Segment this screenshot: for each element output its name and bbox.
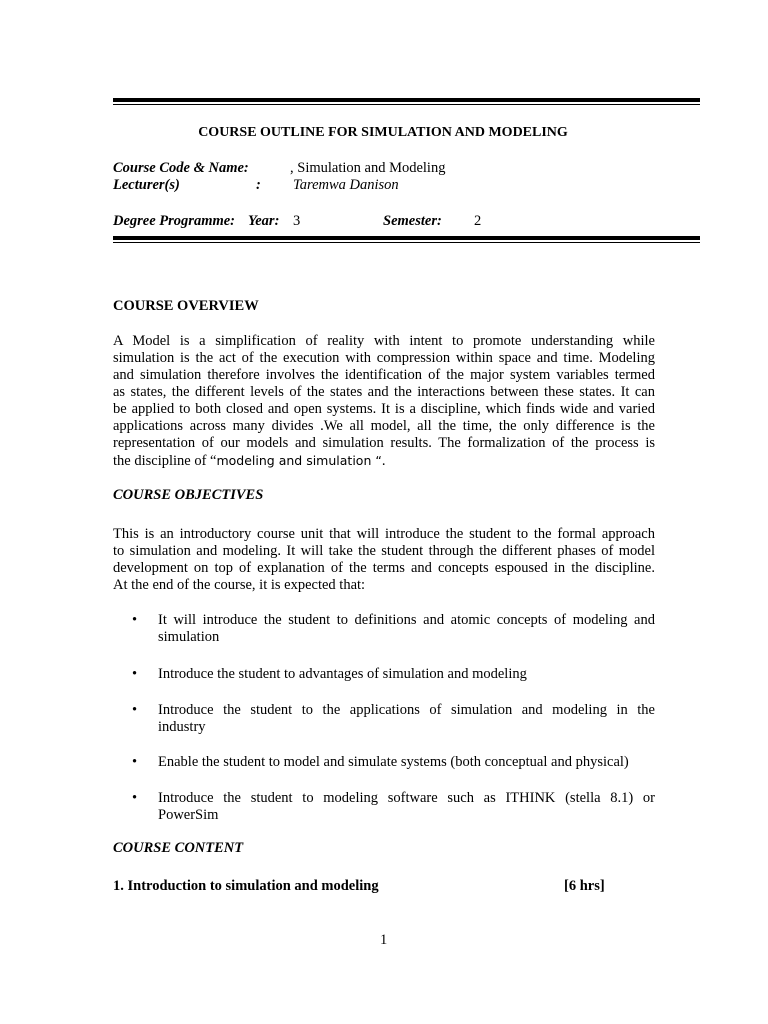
lecturer-label: Lecturer(s) (113, 177, 180, 193)
page-number: 1 (380, 932, 388, 948)
overview-line: A Model is a simplification of reality with intent to promote understanding while (113, 333, 655, 349)
bullet-icon: • (132, 754, 138, 770)
lecturer-colon: : (256, 177, 261, 193)
bullet-icon: • (132, 666, 138, 682)
objectives-heading: COURSE OBJECTIVES (113, 487, 264, 503)
overview-line: simulation is the act of the execution with compression within space and time. Modeling (113, 350, 655, 366)
objectives-line: This is an introductory course unit that will introduce the student to the formal approach (113, 526, 655, 542)
bullet-line: It will introduce the student to definitions and atomic concepts of modeling and (158, 612, 655, 628)
bullet-line: Enable the student to model and simulate systems (both conceptual and physical) (158, 754, 629, 770)
overview-line: representation of our models and simulation results. The formalization of the process is (113, 435, 655, 451)
year-value: 3 (293, 213, 301, 229)
bullet-line: Introduce the student to modeling software such as ITHINK (stella 8.1) or (158, 790, 655, 806)
header-rule-thick (113, 236, 700, 240)
course-code-label: Course Code & Name: (113, 160, 249, 176)
overview-last-line (113, 452, 655, 470)
overview-last-prefix: the discipline of “ (113, 453, 217, 469)
degree-programme-label: Degree Programme: (113, 213, 236, 229)
overview-line: and simulation therefore involves the identification of the major system variables termed (113, 367, 655, 383)
overview-last-sans: modeling and simulation “ (216, 453, 382, 468)
document-title: COURSE OUTLINE FOR SIMULATION AND MODELING (198, 125, 568, 140)
bullet-icon: • (132, 790, 138, 806)
year-label: Year: (248, 213, 280, 229)
bullet-icon: • (132, 702, 138, 718)
bullet-icon: • (132, 612, 138, 628)
semester-value: 2 (474, 213, 482, 229)
objectives-line: At the end of the course, it is expected that: (113, 577, 366, 593)
bullet-line: simulation (158, 629, 220, 645)
overview-line: applications across many divides .We all model, all the time, the only difference is the (113, 418, 655, 434)
header-rule-thin (113, 242, 700, 243)
overview-line: be applied to both closed and open systems. It is a discipline, which finds wide and varied (113, 401, 655, 417)
bullet-line: Introduce the student to advantages of simulation and modeling (158, 666, 527, 682)
overview-heading: COURSE OVERVIEW (113, 298, 259, 314)
objectives-line: to simulation and modeling. It will take the student through the different phases of model (113, 543, 655, 559)
objectives-line: development on top of explanation of the terms and concepts espoused in the discipline. (113, 560, 655, 576)
top-rule-thin (113, 104, 700, 105)
bullet-line: industry (158, 719, 206, 735)
objectives-paragraph (113, 526, 655, 594)
overview-last-suffix: . (381, 453, 386, 469)
top-rule-thick (113, 98, 700, 102)
course-code-value: , Simulation and Modeling (290, 160, 446, 176)
section-1-title: 1. Introduction to simulation and modeling (113, 878, 379, 894)
lecturer-value: Taremwa Danison (293, 177, 399, 193)
overview-line: as states, the different levels of the states and the interactions between these states. It can (113, 384, 655, 400)
overview-paragraph (113, 333, 655, 470)
semester-label: Semester: (383, 213, 442, 229)
section-1-hours: [6 hrs] (564, 878, 605, 894)
content-heading: COURSE CONTENT (113, 840, 244, 856)
bullet-line: PowerSim (158, 807, 219, 823)
bullet-line: Introduce the student to the applications of simulation and modeling in the (158, 702, 655, 718)
